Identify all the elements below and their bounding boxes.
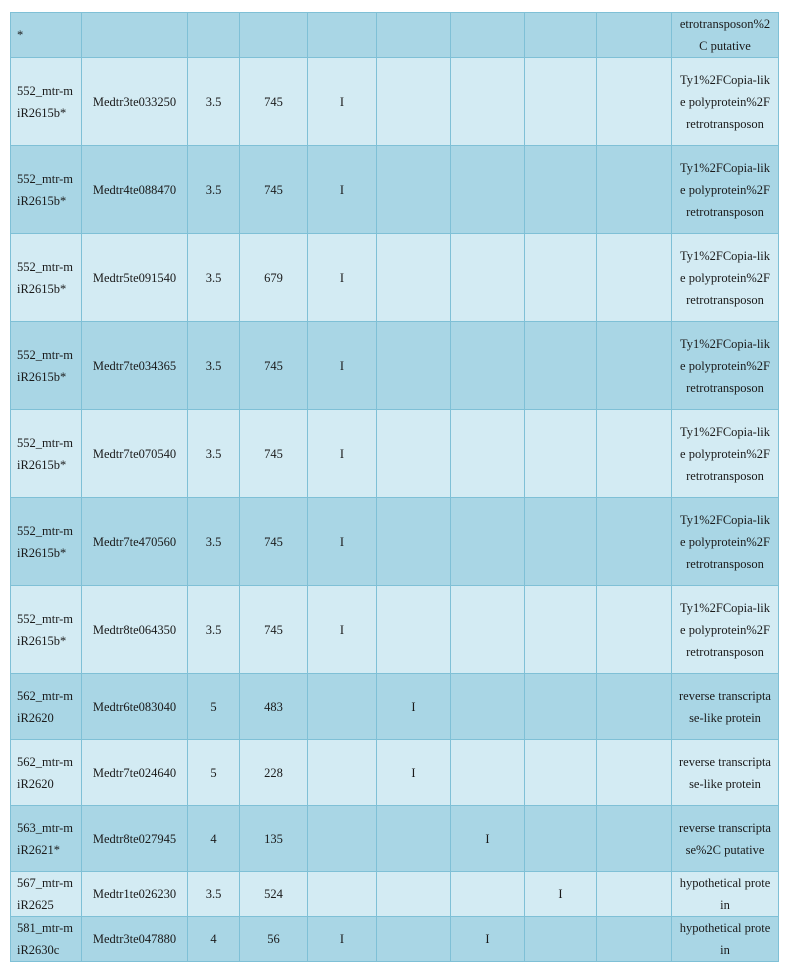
table-row [11,586,779,674]
mark-cell-3 [451,13,525,58]
mark-cell-2 [377,322,451,410]
mirna-cell: 552_mtr-miR2615b* [11,234,82,322]
description-cell: reverse transcriptase-like protein [672,740,779,806]
target-gene-cell: Medtr3te033250 [82,58,188,146]
target-gene-cell: Medtr8te027945 [82,806,188,872]
mirna-cell: 552_mtr-miR2615b* [11,322,82,410]
score-cell: 3.5 [188,322,240,410]
table-row [11,917,779,962]
mark-cell-5 [597,146,672,234]
mirna-cell: 567_mtr-miR2625 [11,872,82,917]
length-cell: 745 [240,586,308,674]
table-row [11,58,779,146]
mark-cell-5 [597,58,672,146]
length-cell: 135 [240,806,308,872]
mark-cell-4 [525,917,597,962]
mark-cell-3: I [451,917,525,962]
table-row [11,410,779,498]
mark-cell-2 [377,872,451,917]
mark-cell-1: I [308,58,377,146]
mark-cell-5 [597,872,672,917]
mark-cell-1: I [308,917,377,962]
mark-cell-4 [525,410,597,498]
description-cell: etrotransposon%2C putative [672,13,779,58]
description-cell: Ty1%2FCopia-like polyprotein%2Fretrotransposon [672,322,779,410]
length-cell: 745 [240,322,308,410]
mark-cell-3 [451,322,525,410]
description-cell: Ty1%2FCopia-like polyprotein%2Fretrotransposon [672,146,779,234]
mark-cell-4 [525,234,597,322]
mark-cell-5 [597,586,672,674]
mark-cell-5 [597,740,672,806]
mark-cell-5 [597,674,672,740]
target-gene-cell: Medtr7te470560 [82,498,188,586]
table-row [11,806,779,872]
length-cell: 483 [240,674,308,740]
score-cell: 3.5 [188,498,240,586]
mark-cell-3 [451,872,525,917]
mirna-cell: 581_mtr-miR2630c [11,917,82,962]
mark-cell-2: I [377,740,451,806]
length-cell [240,13,308,58]
mark-cell-3 [451,498,525,586]
mark-cell-3 [451,146,525,234]
table-row [11,322,779,410]
mark-cell-3 [451,234,525,322]
target-gene-cell: Medtr4te088470 [82,146,188,234]
mark-cell-2 [377,410,451,498]
target-gene-cell: Medtr7te070540 [82,410,188,498]
mark-cell-3 [451,58,525,146]
mark-cell-4 [525,58,597,146]
target-gene-cell: Medtr1te026230 [82,872,188,917]
length-cell: 679 [240,234,308,322]
score-cell: 3.5 [188,234,240,322]
mark-cell-4 [525,674,597,740]
target-gene-cell: Medtr7te034365 [82,322,188,410]
mirna-cell: 552_mtr-miR2615b* [11,146,82,234]
mark-cell-2 [377,586,451,674]
target-gene-cell: Medtr8te064350 [82,586,188,674]
mark-cell-5 [597,806,672,872]
mark-cell-3: I [451,806,525,872]
mark-cell-1: I [308,410,377,498]
mirna-cell: 562_mtr-miR2620 [11,740,82,806]
mark-cell-2: I [377,674,451,740]
mirna-cell: 552_mtr-miR2615b* [11,410,82,498]
score-cell [188,13,240,58]
length-cell: 228 [240,740,308,806]
mark-cell-5 [597,917,672,962]
score-cell: 3.5 [188,872,240,917]
score-cell: 4 [188,917,240,962]
description-cell: reverse transcriptase-like protein [672,674,779,740]
mark-cell-4 [525,322,597,410]
mirna-cell: 552_mtr-miR2615b* [11,498,82,586]
description-cell: Ty1%2FCopia-like polyprotein%2Fretrotransposon [672,234,779,322]
score-cell: 3.5 [188,146,240,234]
mirna-cell: 552_mtr-miR2615b* [11,58,82,146]
table-row [11,498,779,586]
mirna-cell: 563_mtr-miR2621* [11,806,82,872]
table-body [11,13,779,962]
target-gene-cell: Medtr6te083040 [82,674,188,740]
description-cell: Ty1%2FCopia-like polyprotein%2Fretrotransposon [672,586,779,674]
score-cell: 3.5 [188,58,240,146]
length-cell: 56 [240,917,308,962]
mark-cell-4 [525,498,597,586]
length-cell: 745 [240,146,308,234]
description-cell: hypothetical protein [672,872,779,917]
description-cell: Ty1%2FCopia-like polyprotein%2Fretrotransposon [672,410,779,498]
mark-cell-2 [377,234,451,322]
description-cell: Ty1%2FCopia-like polyprotein%2Fretrotransposon [672,58,779,146]
mark-cell-2 [377,146,451,234]
mirna-target-table [10,12,779,962]
score-cell: 5 [188,740,240,806]
mark-cell-1 [308,674,377,740]
target-gene-cell: Medtr7te024640 [82,740,188,806]
length-cell: 524 [240,872,308,917]
mirna-cell: * [11,13,82,58]
mark-cell-2 [377,917,451,962]
mark-cell-4 [525,586,597,674]
mark-cell-1: I [308,498,377,586]
target-gene-cell [82,13,188,58]
mark-cell-1: I [308,234,377,322]
table-row [11,674,779,740]
score-cell: 5 [188,674,240,740]
mark-cell-2 [377,13,451,58]
mark-cell-1 [308,13,377,58]
mark-cell-5 [597,13,672,58]
description-cell: Ty1%2FCopia-like polyprotein%2Fretrotransposon [672,498,779,586]
mark-cell-5 [597,410,672,498]
mark-cell-3 [451,674,525,740]
mark-cell-1 [308,872,377,917]
score-cell: 3.5 [188,586,240,674]
mark-cell-4 [525,806,597,872]
length-cell: 745 [240,58,308,146]
table-row [11,740,779,806]
mark-cell-2 [377,806,451,872]
mark-cell-3 [451,410,525,498]
mark-cell-5 [597,322,672,410]
mark-cell-1 [308,740,377,806]
mark-cell-2 [377,58,451,146]
target-gene-cell: Medtr5te091540 [82,234,188,322]
mark-cell-4 [525,13,597,58]
mark-cell-2 [377,498,451,586]
score-cell: 3.5 [188,410,240,498]
mark-cell-3 [451,740,525,806]
length-cell: 745 [240,498,308,586]
target-gene-cell: Medtr3te047880 [82,917,188,962]
mark-cell-4 [525,146,597,234]
mark-cell-1 [308,806,377,872]
table-row [11,13,779,58]
mark-cell-4 [525,740,597,806]
table-row [11,146,779,234]
score-cell: 4 [188,806,240,872]
table-row [11,872,779,917]
table-row [11,234,779,322]
mirna-cell: 562_mtr-miR2620 [11,674,82,740]
mark-cell-1: I [308,322,377,410]
description-cell: reverse transcriptase%2C putative [672,806,779,872]
mirna-cell: 552_mtr-miR2615b* [11,586,82,674]
mark-cell-3 [451,586,525,674]
length-cell: 745 [240,410,308,498]
mark-cell-1: I [308,146,377,234]
mark-cell-1: I [308,586,377,674]
mark-cell-4: I [525,872,597,917]
description-cell: hypothetical protein [672,917,779,962]
mark-cell-5 [597,498,672,586]
mark-cell-5 [597,234,672,322]
